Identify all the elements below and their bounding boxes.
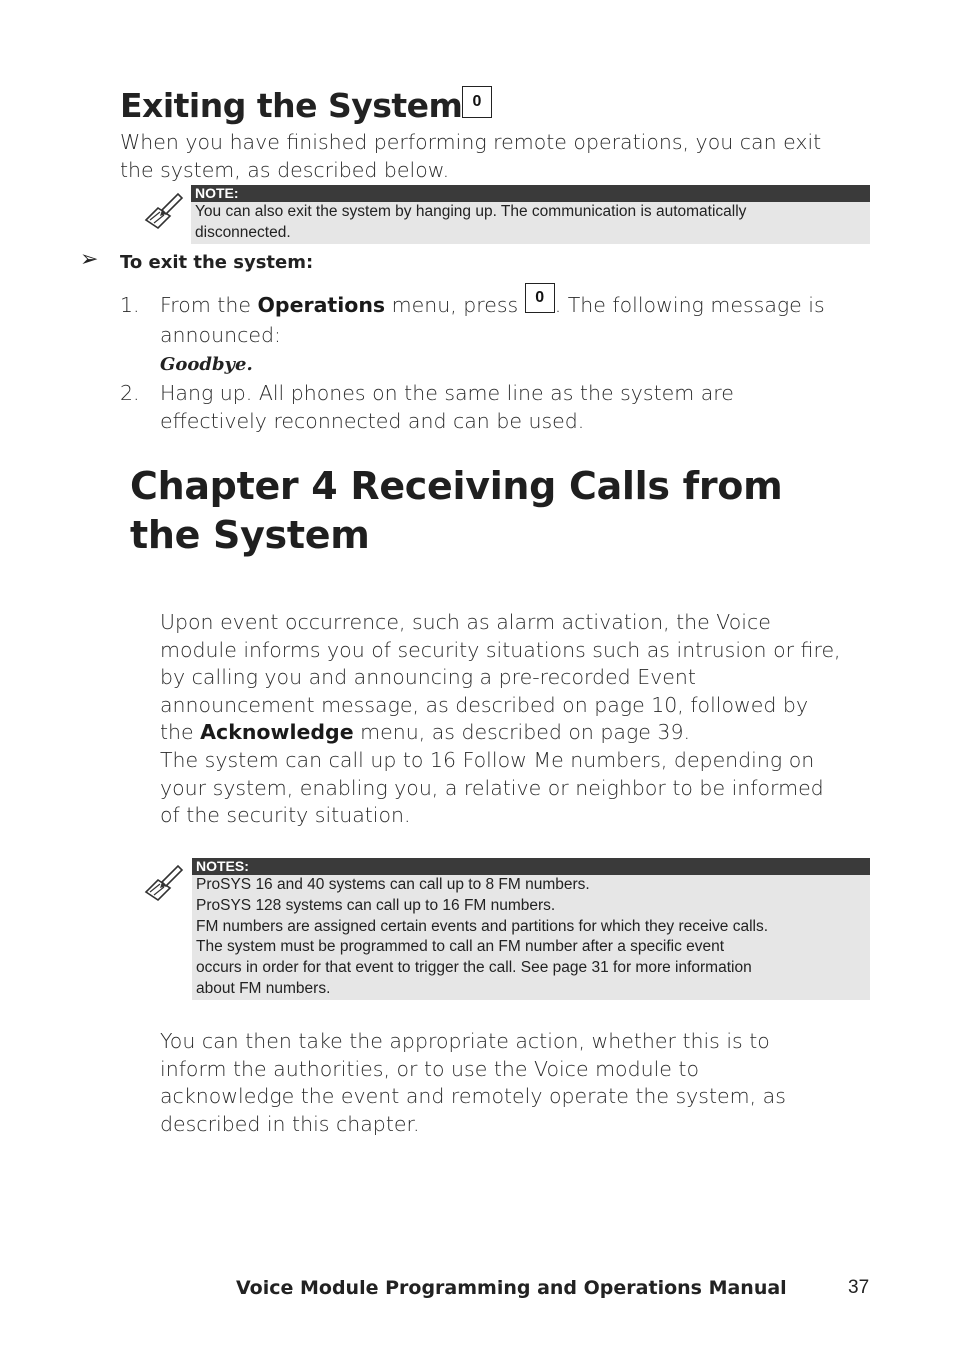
announced-message: Goodbye. (160, 354, 253, 375)
section-title: Exiting the System (120, 86, 463, 125)
paragraph-line: Upon event occurrence, such as alarm activation, the Voice (160, 610, 771, 634)
notes-line: about FM numbers. (196, 979, 331, 997)
notes-line: ProSYS 128 systems can call up to 16 FM numbers. (196, 896, 556, 914)
paragraph-line: You can then take the appropriate action, whether this is to (160, 1029, 770, 1053)
page-number: 37 (848, 1277, 870, 1298)
paragraph-line (160, 719, 870, 747)
footer-manual-title: Voice Module Programming and Operations Manual (236, 1277, 787, 1299)
step-number: 2. (120, 381, 140, 405)
step-number: 1. (120, 293, 140, 317)
paragraph-line: module informs you of security situations such as intrusion or fire, (160, 637, 841, 662)
step-1 (120, 289, 860, 350)
paragraph-line: your system, enabling you, a relative or neighbor to be informed (160, 775, 824, 800)
notes-line: ProSYS 16 and 40 systems can call up to 8 FM numbers. (196, 876, 590, 893)
note-box (191, 185, 870, 244)
note-pen-icon (140, 190, 184, 230)
step-text: . The following message is (554, 293, 825, 317)
notes-line: FM numbers are assigned certain events and partitions for which they receive calls. (196, 917, 769, 935)
chapter-intro (160, 609, 870, 830)
chapter-title-line: Chapter 4 Receiving Calls from (130, 464, 783, 508)
paragraph-line: by calling you and announcing a pre-recorded Event (160, 665, 696, 690)
menu-name: Acknowledge (200, 720, 354, 745)
notes-text (192, 875, 870, 1000)
note-text (191, 202, 870, 244)
paragraph-line: described in this chapter. (160, 1111, 420, 1136)
note-line: disconnected. (195, 223, 291, 241)
notes-header: NOTES: (192, 858, 870, 875)
step-text: effectively reconnected and can be used. (160, 408, 585, 433)
note-pen-icon (140, 862, 184, 902)
intro-text (120, 129, 821, 184)
intro-line: When you have finished performing remote operations, you can exit (120, 130, 822, 154)
key-zero-badge: 0 (525, 283, 555, 313)
menu-name: Operations (257, 293, 386, 317)
procedure-title: To exit the system: (120, 252, 314, 273)
paragraph-line: inform the authorities, or to use the Voice module to (160, 1056, 700, 1081)
notes-line: The system must be programmed to call an FM number after a specific event (196, 938, 725, 956)
notes-box (192, 858, 870, 1000)
paragraph-line: acknowledge the event and remotely operate the system, as (160, 1084, 786, 1109)
procedure-bullet-icon: ➢ (80, 247, 99, 272)
note-line: You can also exit the system by hanging up. The communication is automatically (195, 203, 747, 220)
intro-line: the system, as described below. (120, 157, 450, 182)
step-text: announced: (160, 323, 281, 347)
notes-line: occurs in order for that event to trigger the call. See page 31 for more information (196, 959, 752, 977)
key-zero-badge: 0 (462, 86, 492, 118)
paragraph-text: the (160, 720, 201, 745)
chapter-title-line: the System (130, 513, 370, 557)
chapter-title (130, 462, 782, 560)
paragraph-text: menu, as described on page 39. (353, 720, 691, 745)
step-text: From the (160, 293, 258, 317)
paragraph-line: of the security situation. (160, 803, 411, 828)
paragraph-line: announcement message, as described on page 10, followed by (160, 692, 809, 717)
note-header: NOTE: (191, 185, 870, 202)
step-text: menu, press (385, 293, 525, 317)
step-2 (120, 380, 860, 435)
step-text: Hang up. All phones on the same line as the system are (160, 381, 734, 405)
paragraph-line: The system can call up to 16 Follow Me numbers, depending on (160, 747, 815, 772)
closing-paragraph (160, 1028, 870, 1138)
